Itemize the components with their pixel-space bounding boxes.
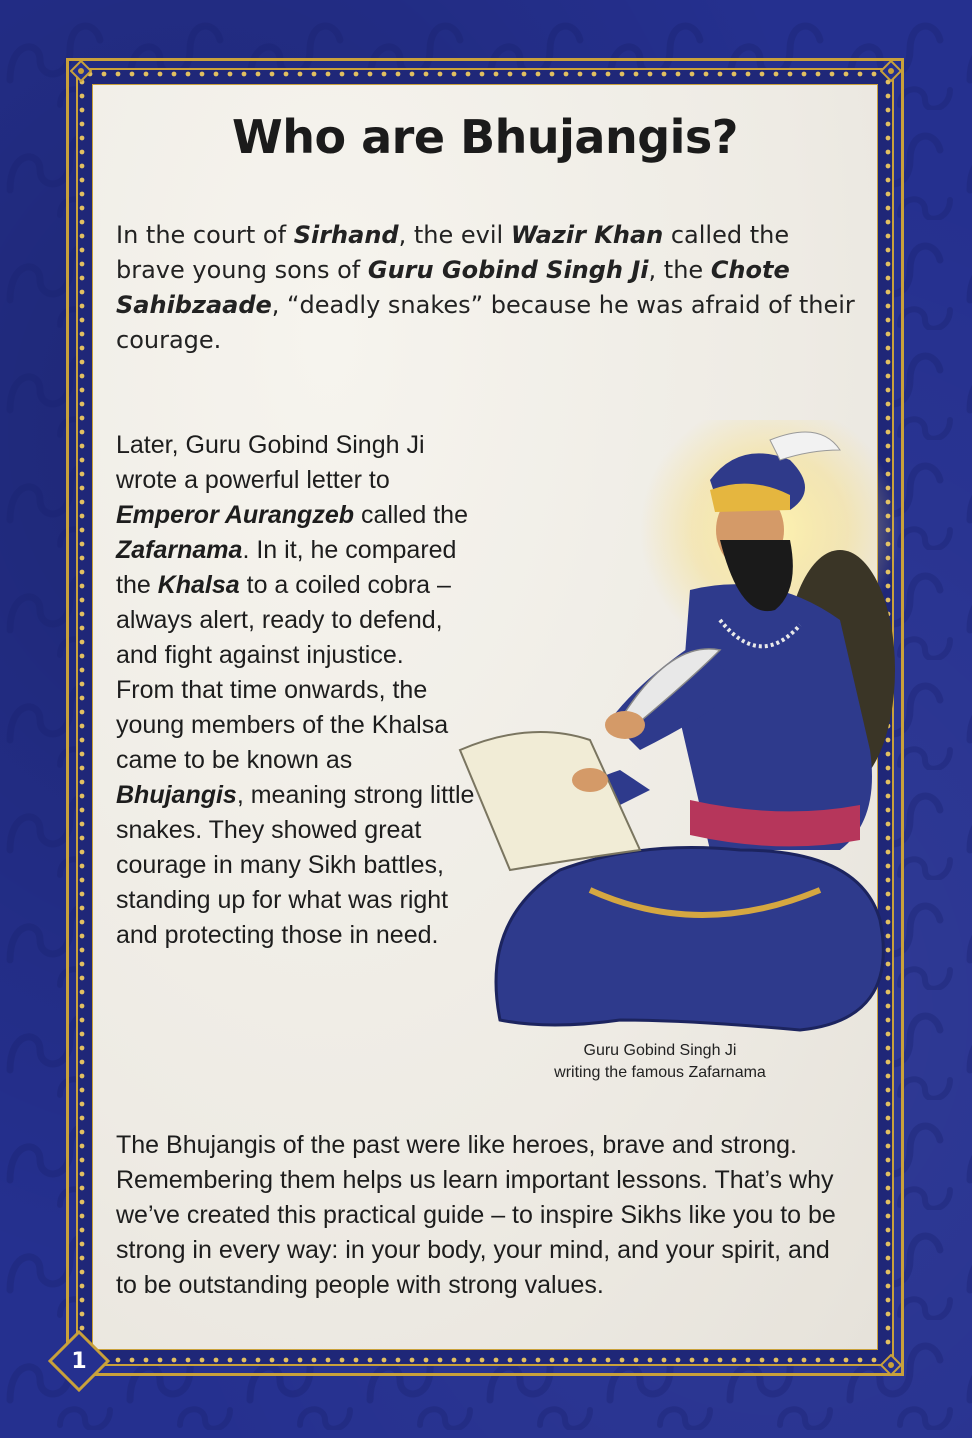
intro-paragraph [116,218,856,358]
body-text: Later, Guru Gobind Singh Ji wrote a powerful letter to [116,431,425,494]
body-text: From that time onwards, the young members of the Khalsa came to be known as [116,676,449,774]
intro-text: called the brave young sons of [116,221,790,284]
body-emphasis: Emperor Aurangzeb [116,501,355,529]
body-emphasis: Zafarnama [116,536,243,564]
intro-text: In the court of [116,221,294,249]
intro-emphasis: Sirhand [293,221,399,249]
body-emphasis: Khalsa [157,571,240,599]
intro-emphasis: Chote Sahibzaade [116,256,790,319]
body-emphasis: Bhujangis [116,781,237,809]
intro-emphasis: Wazir Khan [510,221,664,249]
intro-emphasis: Guru Gobind Singh Ji [367,256,649,284]
guru-gobind-singh-illustration [440,420,910,1040]
body-text: to a coiled cobra – always alert, ready to defend, and fight against injustice. [116,571,451,669]
illustration-caption [520,1040,800,1084]
page-title: Who are Bhujangis? [232,110,738,164]
zafarnama-paragraph [116,428,476,953]
corner-ornament-icon [880,1354,902,1376]
page-number: 1 [71,1348,87,1374]
intro-text: , “deadly snakes” because he was afraid of their courage. [116,291,855,354]
closing-paragraph: The Bhujangis of the past were like heroes, brave and strong. Remembering them helps us learn important lessons. That’s why we’ve created this practical guide – to inspire Sikhs like you to be strong in every way: in your body, your mind, and your spirit, and to be outstanding people with strong values. [116,1131,836,1299]
body-text: . In it, he compared the [116,536,457,599]
caption-line: Guru Gobind Singh Ji [583,1042,737,1059]
intro-text: , the evil [398,221,511,249]
body-text: called the [354,501,468,529]
body-text: , meaning strong little snakes. They showed great courage in many Sikh battles, standing up for what was right and protecting those in need. [116,781,475,949]
corner-ornament-icon [880,60,902,82]
corner-ornament-icon [70,60,92,82]
caption-line: writing the famous Zafarnama [554,1064,766,1081]
intro-text: , the [648,256,711,284]
